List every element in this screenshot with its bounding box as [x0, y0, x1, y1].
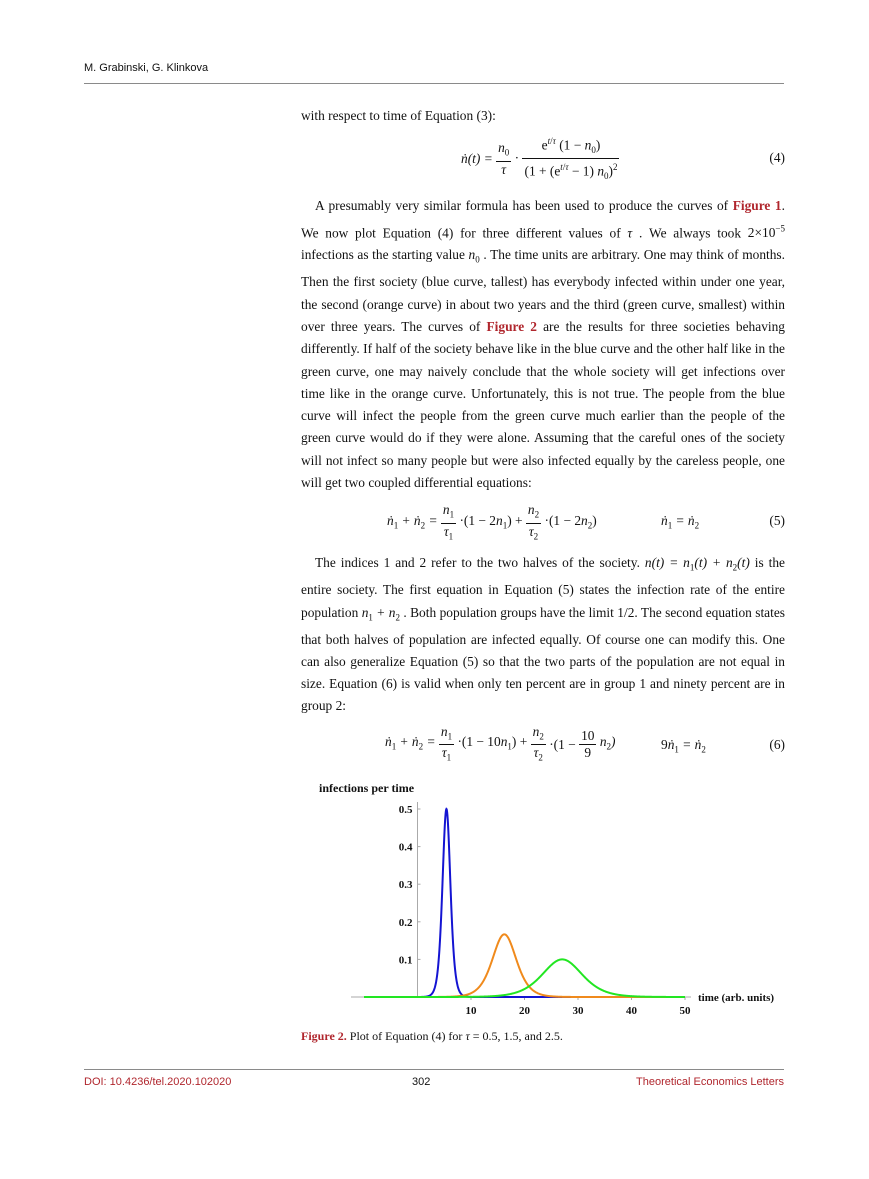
chart-axes — [351, 802, 691, 997]
x-tick-label: 10 — [465, 1005, 477, 1017]
figure-2-link[interactable]: Figure 2 — [486, 318, 537, 334]
body-column — [301, 105, 785, 774]
x-tick-label: 50 — [679, 1005, 691, 1017]
footer-journal-link[interactable]: Theoretical Economics Letters — [636, 1076, 784, 1088]
equation-5: ṅ$_1$ + ṅ$_2$ = $\frac{n_1}{\tau_1}$ $\cdot(1 - 2n_1)$ + $\frac{n_2}{\tau_2}$ $\cdot(1 - 2n_2)$ ṅ$_1$ = ṅ$_2$ (5) — [387, 502, 785, 542]
footer-doi-link[interactable]: DOI: 10.4236/tel.2020.102020 — [84, 1076, 232, 1088]
intro-line: with respect to time of Equation (3): — [301, 108, 496, 123]
equation-5-number: (5) — [769, 513, 785, 529]
paragraph-1: A presumably very similar formula has been used to produce the curves of Figure 1. We now plot Equation (4) for three different values of τ . We always took $2\times 10^{-5}$ infections as the starting value $n_0$ . The time units are arbitrary. One may think of months. Then the first society (blue curve, tallest) has everybody infected within under one year, the second (orange curve) in about two years and the third (green curve, smallest) within over three years. The curves of Figure 2 are the results for three societies behaving differently. If half of the society behave like in the blue curve and the other half like in the green curve, one may naively conclude that the whole society will get infections over time like in the orange curve. Unfortunately, this is not true. The people from the blue curve will infect the people from the green curve much earlier than the people of the green curve would do if they were alone. Assuming that the careful ones of the society will not infect so many people but were also infected equally by the careless people, one will get two coupled differential equations: — [301, 198, 786, 490]
x-tick-label: 30 — [572, 1005, 584, 1017]
x-tick-label: 20 — [519, 1005, 530, 1017]
y-tick-label: 0.5 — [398, 804, 413, 816]
equation-4-number: (4) — [769, 150, 785, 166]
y-tick-label: 0.3 — [398, 879, 413, 892]
running-head: M. Grabinski, G. Klinkova — [84, 62, 209, 74]
y-tick-label: 0.1 — [398, 954, 413, 967]
header-rule — [84, 83, 784, 84]
figure-2 — [301, 776, 785, 1024]
footer-rule — [84, 1069, 784, 1070]
x-axis-label: time (arb. units) — [698, 992, 775, 1004]
chart-curves — [364, 809, 685, 997]
x-tick-label: 40 — [626, 1005, 637, 1017]
infection-chart — [301, 776, 785, 1024]
y-axis-label: infections per time — [319, 781, 415, 795]
y-tick-label: 0.2 — [398, 916, 413, 929]
figure-caption-label: Figure 2. — [301, 1029, 347, 1043]
equation-6: ṅ$_1$ + ṅ$_2$ = $\frac{n_1}{\tau_1}$ $\cdot(1 - 10n_1)$ + $\frac{n_2}{\tau_2}$ ·(1 − $\frac{10}{9}$ $n_2$) 9ṅ$_1$ = ṅ$_2$ (6) — [385, 723, 785, 764]
chart-ticks — [399, 804, 691, 1017]
equation-6-number: (6) — [769, 736, 785, 752]
y-tick-label: 0.4 — [398, 841, 413, 854]
curve-tau-0-5 — [364, 809, 685, 997]
figure-1-link[interactable]: Figure 1 — [732, 198, 782, 214]
figure-caption: Figure 2. Plot of Equation (4) for τ = 0.5, 1.5, and 2.5. — [301, 1029, 563, 1043]
equation-4: ṅ(t) = $\frac{n_0}{\tau}$ · $\frac{e^{t/\tau} (1 - n_0)}{(1 + (e^{t/\tau} - 1) n_0)^2}$ (4) — [301, 127, 785, 189]
paragraph-2: The indices 1 and 2 refer to the two halves of the society. $n(t) = n_1(t) + n_2(t)$ is the entire society. The first equation in Equation (5) states the infection rate of the entire population $n_1 + n_2$ . Both population groups have the limit 1/2. The second equation states that both halves of population are infected equally. Of course one can modify this. One can also generalize Equation (5) so that the two parts of the population are not equal in size. Equation (6) is valid when only ten percent are in group 1 and ninety percent are in group 2: — [301, 555, 785, 714]
page-number: 302 — [412, 1076, 431, 1088]
